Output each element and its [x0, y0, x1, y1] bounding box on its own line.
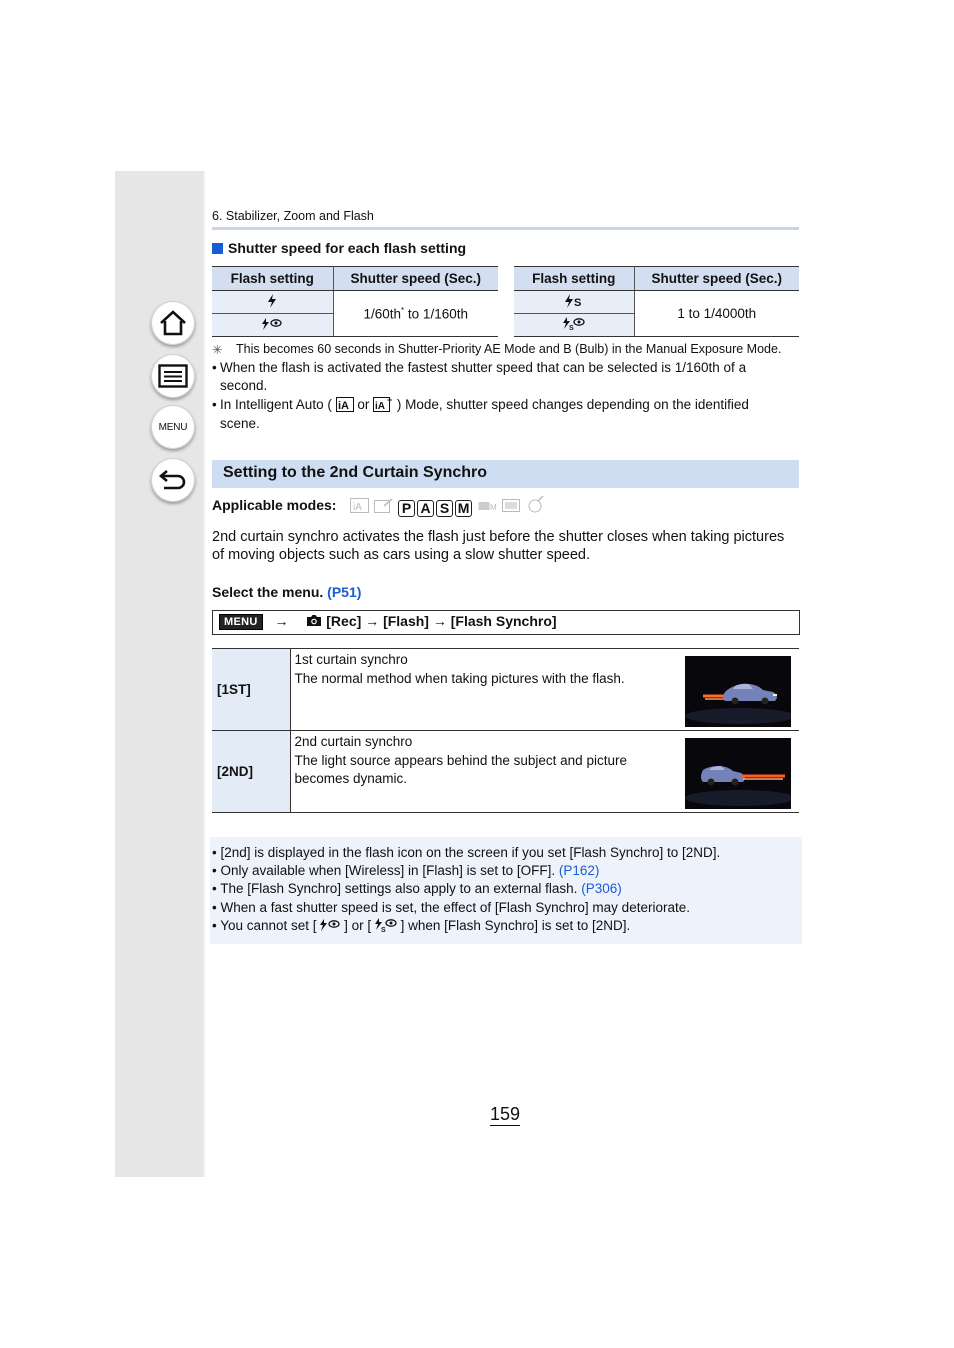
speed-cell-left: 1/60th* to 1/160th	[333, 291, 498, 337]
option-row-1st	[212, 649, 799, 731]
mode-creative-disabled-icon	[374, 498, 394, 513]
chapter-header: 6. Stabilizer, Zoom and Flash	[212, 209, 374, 223]
mode-s-icon: S	[436, 500, 453, 517]
flash-slow-red-eye-icon	[514, 314, 634, 337]
note-2: • Only available when [Wireless] in [Flash] is set to [OFF]. (P162)	[212, 863, 600, 878]
bullet-intelligent-auto-line2: scene.	[220, 416, 260, 431]
flash-red-eye-icon	[212, 314, 333, 337]
mode-ia-disabled-icon	[350, 498, 370, 513]
flash-red-eye-icon-inline	[320, 919, 340, 931]
intro-line1: 2nd curtain synchro activates the flash just before the shutter closes when taking pictures	[212, 529, 785, 545]
bullet-fastest-speed-line1: When the flash is activated the fastest shutter speed that can be selected is 1/160th of a	[220, 360, 747, 375]
synchro-options-table	[212, 648, 799, 813]
footnote: ✳	[212, 343, 223, 357]
list-icon	[158, 364, 188, 388]
menu-button[interactable]	[151, 405, 195, 449]
option-row-2nd	[212, 731, 799, 813]
flash-slow-red-eye-icon-inline	[375, 918, 397, 932]
mode-creative-control-disabled-icon	[526, 496, 546, 513]
note-3: • The [Flash Synchro] settings also apply to an external flash. (P306)	[212, 881, 622, 896]
speed-cell-right: 1 to 1/4000th	[634, 291, 799, 337]
header-rule	[212, 227, 799, 230]
back-button[interactable]	[151, 458, 195, 502]
svg-text:S: S	[568, 325, 574, 330]
option-desc-2nd-line1: The light source appears behind the subject and picture	[294, 752, 627, 768]
svg-text:M: M	[489, 503, 497, 512]
menu-badge-icon: MENU	[219, 614, 263, 630]
flash-speed-table-left	[212, 266, 498, 337]
bullet-intelligent-auto: •	[212, 397, 217, 412]
flash-forced-on-icon	[212, 291, 333, 314]
mode-p-icon: P	[398, 500, 415, 517]
applicable-modes	[212, 496, 546, 517]
page-link-p306[interactable]: (P306)	[581, 881, 622, 896]
applicable-modes-label: Applicable modes:	[212, 497, 337, 513]
select-menu: Select the menu. (P51)	[212, 584, 362, 600]
back-arrow-icon	[158, 467, 188, 493]
bullet-fastest-speed: •	[212, 360, 217, 375]
sidebar-edge	[203, 171, 205, 1177]
option-desc-1st-line1: The normal method when taking pictures with the flash.	[294, 670, 625, 686]
camera-icon	[306, 614, 322, 627]
option-desc-2nd-line2: becomes dynamic.	[294, 771, 408, 786]
bullet-fastest-speed-line2: second.	[220, 378, 268, 393]
col-shutter-speed-2: Shutter speed (Sec.)	[634, 267, 799, 291]
page-link-p162[interactable]: (P162)	[558, 863, 600, 878]
svg-text:iA: iA	[353, 502, 363, 513]
home-button[interactable]	[151, 301, 195, 345]
note-4: • When a fast shutter speed is set, the effect of [Flash Synchro] may deteriorate.	[212, 900, 690, 915]
home-icon	[158, 309, 188, 337]
svg-text:S: S	[573, 296, 582, 308]
contents-button[interactable]	[151, 354, 195, 398]
intelligent-auto-icon	[336, 397, 354, 412]
note-5: • You cannot set [ ] or [ S ] when [Flash Synchro] is set to [2ND].	[212, 918, 631, 933]
section-heading: Setting to the 2nd Curtain Synchro	[223, 464, 488, 481]
menu-path: MENU → [Rec] → [Flash] → [Flash Synchro]	[219, 613, 557, 630]
svg-text:+: +	[387, 396, 393, 405]
option-name-1st: 1st curtain synchro	[294, 652, 408, 667]
option-key-1st: [1ST]	[212, 649, 290, 731]
photo-1st-curtain-example	[685, 656, 791, 727]
bullet-intelligent-auto-line1: In Intelligent Auto ( iA or iA + ) Mode, shutter speed changes depending on the identified	[220, 396, 749, 412]
mode-m-icon: M	[455, 500, 472, 517]
col-flash-setting: Flash setting	[212, 267, 333, 291]
intro-line2: of moving objects such as cars using a slow shutter speed.	[212, 547, 590, 563]
mode-movie-disabled-icon	[478, 498, 498, 513]
footnote-text: This becomes 60 seconds in Shutter-Priority AE Mode and B (Bulb) in the Manual Exposure Mode.	[236, 342, 782, 356]
option-desc-2nd	[290, 731, 799, 813]
photo-2nd-curtain-example	[685, 738, 791, 809]
svg-text:iA: iA	[337, 400, 349, 412]
bullet-square-icon	[212, 243, 223, 254]
col-shutter-speed: Shutter speed (Sec.)	[333, 267, 498, 291]
svg-text:S: S	[380, 927, 386, 932]
mode-a-icon: A	[417, 500, 434, 517]
option-name-2nd: 2nd curtain synchro	[294, 734, 413, 749]
note-1: • [2nd] is displayed in the flash icon on the screen if you set [Flash Synchro] to [2ND].	[212, 845, 721, 860]
flash-speed-table-right	[514, 266, 799, 337]
page-link-p51[interactable]: (P51)	[327, 584, 362, 600]
page-number: 159	[490, 1104, 521, 1124]
option-desc-1st	[290, 649, 799, 731]
menu-label: MENU	[158, 421, 188, 433]
intelligent-auto-plus-icon	[373, 396, 393, 412]
col-flash-setting-2: Flash setting	[514, 267, 634, 291]
option-key-2nd: [2ND]	[212, 731, 290, 813]
flash-slow-sync-icon	[514, 291, 634, 314]
shutter-section-title: Shutter speed for each flash setting	[212, 240, 466, 256]
mode-custom-disabled-icon	[502, 498, 522, 513]
svg-text:iA: iA	[375, 401, 386, 412]
